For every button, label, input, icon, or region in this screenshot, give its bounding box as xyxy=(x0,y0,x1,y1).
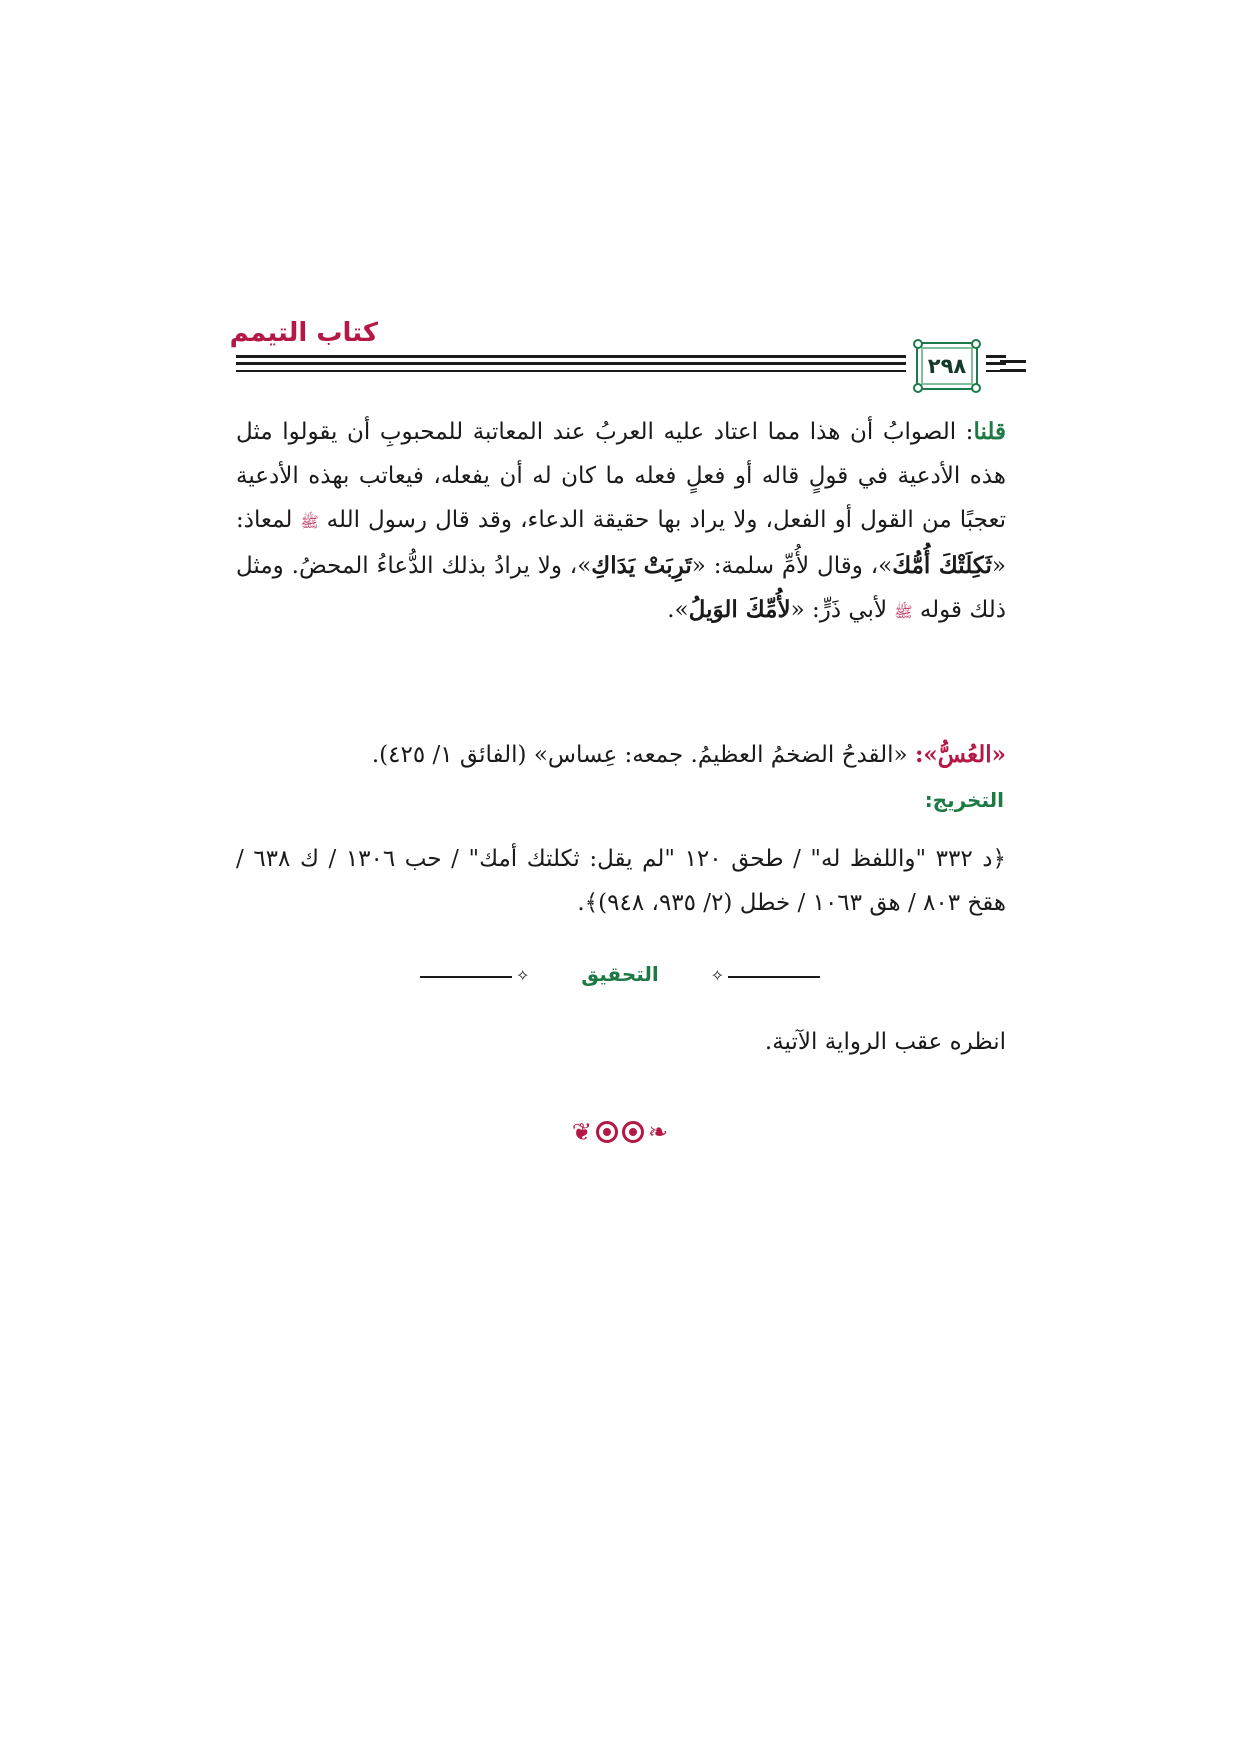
header-rule xyxy=(236,362,1006,365)
hadith-quote: تَرِبَتْ يَدَاكِ xyxy=(591,552,692,579)
paragraph-text: : الصوابُ أن هذا مما اعتاد عليه العربُ عند المعاتبة للمحبوبِ أن يقولوا مثل هذه الأدعية في قولٍ قاله أو فعلٍ فعله ما كان له أن يفعله، فيعاتب بهذه الأدعية تعجبًا من القول أو الفعل، ولا يراد بها حقيقة الدعاء، وقد قال رسول الله xyxy=(236,419,1006,533)
divider-line xyxy=(728,976,820,978)
paragraph-text: لأبي ذَرٍّ: « xyxy=(790,597,895,623)
takhrij-heading: التخريج: xyxy=(924,788,1004,812)
header-rule-tail xyxy=(1000,369,1026,372)
lead-word: قلنا xyxy=(973,418,1006,445)
divider-ornament-icon: ✧ xyxy=(710,966,724,985)
flower-ornament-icon xyxy=(622,1121,644,1143)
hadith-quote: ثَكِلَتْكَ أُمُّكَ xyxy=(892,552,992,579)
paragraph-text: »، ولا يرادُ بذلك الدُّعاءُ المحضُ. ومثل ذلك قوله xyxy=(236,553,1006,623)
frame-corner-ornament xyxy=(971,383,981,393)
salla-ligature: ﷺ xyxy=(894,603,913,621)
defined-term: «العُسُّ»: xyxy=(914,741,1006,768)
page-number: ٢٩٨ xyxy=(927,354,967,378)
frame-corner-ornament xyxy=(971,339,981,349)
flower-ornament-icon xyxy=(596,1121,618,1143)
commentary-paragraph xyxy=(236,410,1006,634)
paragraph-text: »، وقال لأُمِّ سلمة: « xyxy=(691,553,893,579)
paragraph-text: ». xyxy=(667,597,689,623)
frame-corner-ornament xyxy=(913,339,923,349)
divider-ornament-icon: ✧ xyxy=(516,966,530,985)
header-rule xyxy=(236,355,1006,358)
takhrij-sources: ﴿د ٣٣٢ "واللفظ له" / طحق ١٢٠ "لم يقل: ثكلتك أمك" / حب ١٣٠٦ / ك ٦٣٨ / هقخ ٨٠٣ / هق ١٠٦٣ / خطل (٢/ ٩٣٥، ٩٤٨)﴾. xyxy=(236,846,1007,916)
page-number-frame xyxy=(916,342,978,390)
section-divider xyxy=(420,962,820,992)
frame-corner-ornament xyxy=(913,383,923,393)
header-rule xyxy=(236,370,1006,372)
tahqiq-text: انظره عقب الرواية الآتية. xyxy=(764,1029,1006,1055)
definition-text: «القدحُ الضخمُ العظيمُ. جمعه: عِساس» (الفائق ١/ ٤٢٥). xyxy=(371,742,915,768)
scroll-ornament-icon: ❦ xyxy=(571,1118,592,1146)
header-rule-tail xyxy=(1000,360,1026,363)
vocabulary-note xyxy=(236,733,1006,777)
hadith-quote: لأُمِّكَ الوَيلُ xyxy=(688,596,791,623)
scroll-ornament-icon: ❧ xyxy=(648,1118,669,1146)
tahqiq-heading: التحقيق xyxy=(581,962,659,986)
running-header-title: كتاب التيمم xyxy=(229,318,378,348)
paragraph-text: لمعاذ: « xyxy=(236,507,1006,579)
end-ornament-icon xyxy=(560,1112,680,1152)
salla-ligature: ﷺ xyxy=(300,513,319,531)
